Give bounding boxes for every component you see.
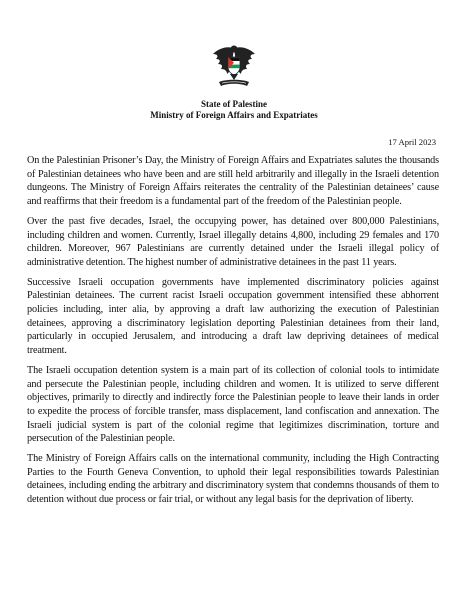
document-body (27, 154, 439, 513)
ministry-name: Ministry of Foreign Affairs and Expatriates (150, 110, 318, 120)
state-name: State of Palestine (201, 99, 267, 109)
paragraph: The Israeli occupation detention system is a main part of its collection of colonial tools to intimidate and persecute the Palestinian people, including children and women. It is utilized to serve different objectives, primarily to directly and indirectly force the Palestinian people to leave their lands in order to expedite the process of forcible transfer, mass displacement, land confiscation and annexation. The Israeli judicial system is part of the colonial regime that legitimizes discrimination, torture and persecution of the Palestinian people. (27, 364, 439, 445)
paragraph: Over the past five decades, Israel, the occupying power, has detained over 800,000 Palestinians, including children and women. Currently, Israel illegally detains 4,800, including 29 females and 170 children. Moreover, 967 Palestinians are currently detained under the Israeli illegal policy of administrative detention. The highest number of administrative detainees in the past 11 years. (27, 215, 439, 268)
eagle-emblem-icon (207, 40, 261, 94)
paragraph: Successive Israeli occupation governments have implemented discriminatory policies against Palestinian detainees. The current racist Israeli occupation government intensified these abhorrent policies including, inter alia, by approving a draft law authorizing the execution of Palestinian detainees, approving a discriminatory legislation deporting Palestinian detainees from their land, particularly in occupied Jerusalem, and introducing a draft law depriving detainees of medical treatment. (27, 276, 439, 357)
paragraph: On the Palestinian Prisoner’s Day, the Ministry of Foreign Affairs and Expatriates salutes the thousands of Palestinian detainees who have been and are still held arbitrarily and illegally in the Israeli detention dungeons. The Ministry of Foreign Affairs reiterates the centrality of the Palestinian detainees’ cause and reaffirms that their freedom is a fundamental part of the freedom of the Palestinian people. (27, 155, 439, 208)
document-date: 17 April 2023 (388, 137, 436, 147)
paragraph: The Ministry of Foreign Affairs calls on the international community, including the High Contracting Parties to the Fourth Geneva Convention, to uphold their legal responsibilities towards Palestinian detainees, including ending the arbitrary and discriminatory system that condemns thousands of them to detention without due process or fair trial, or without any legal basis for the deprivation of liberty. (27, 453, 439, 506)
